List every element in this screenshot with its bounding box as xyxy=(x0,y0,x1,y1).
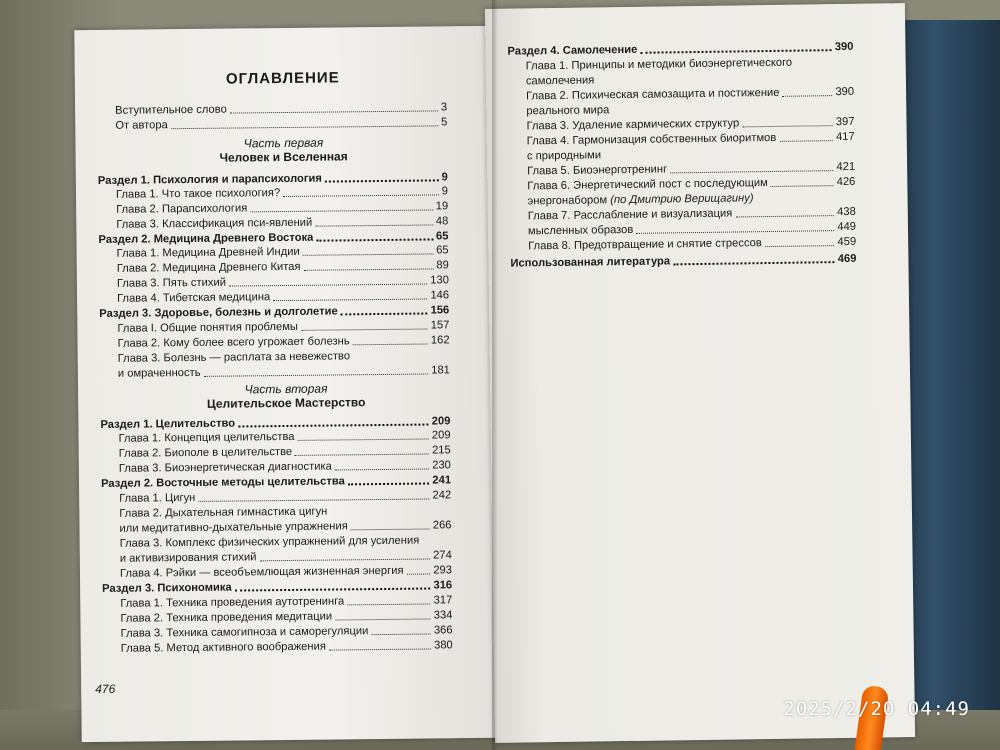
left-page xyxy=(74,26,497,742)
right-page xyxy=(485,3,915,743)
toc-entry: Глава 2. Техника проведения медитации 334 xyxy=(120,609,453,625)
toc-entry: Глава 8. Предотвращение и снятие стрессов 459 xyxy=(528,235,857,253)
photo-timestamp: 2025/2/20 04:49 xyxy=(783,698,970,720)
toc-section: Раздел 2. Восточные методы целительства 241 xyxy=(100,474,452,490)
part-heading: Часть вторая Целительское Мастерство xyxy=(206,381,366,411)
toc-entry: Глава 1. Техника проведения аутотренинга 317 xyxy=(120,594,453,610)
toc-entry: Глава 1. Цигун 242 xyxy=(119,489,452,505)
toc-entry: Глава 3. Классификация пси-явлений 48 xyxy=(116,215,449,231)
toc-entry: Глава 2. Биополе в целительстве 215 xyxy=(118,444,451,460)
toc-entry: Глава 3. Биоэнергетическая диагностика 230 xyxy=(118,459,451,475)
toc-entry: Глава 2. Кому более всего угрожает болезнь 162 xyxy=(117,334,450,350)
toc-entry: Глава 2. Медицина Древнего Китая 89 xyxy=(116,259,449,275)
toc-entry-cont: энергонабором (по Дмитрию Верищагину) xyxy=(527,192,754,208)
toc-entry: Вступительное слово 3 xyxy=(115,101,448,117)
toc-entry: Глава 5. Биоэнерготренинг 421 xyxy=(527,160,856,178)
toc-entry: Глава 3. Удаление кармических структур 397 xyxy=(526,115,855,133)
toc-entry: и омраченность 181 xyxy=(117,364,450,380)
toc-entry-cont: реального мира xyxy=(526,104,610,118)
toc-entry: и активизирования стихий 274 xyxy=(119,549,452,565)
toc-entry: Глава 4. Тибетская медицина 146 xyxy=(117,289,450,305)
toc-section: Раздел 1. Психология и парапсихология 9 xyxy=(97,171,448,187)
toc-entry-title: Глава 2. Дыхательная гимнастика цигун xyxy=(119,505,328,520)
toc-section: Раздел 2. Медицина Древнего Востока 65 xyxy=(98,230,449,246)
page-number: 476 xyxy=(95,681,116,697)
book-gutter-shadow xyxy=(492,0,498,750)
toc-entry: Глава 2. Психическая самозащита и постижение 390 xyxy=(526,85,855,103)
toc-title: ОГЛАВЛЕНИЕ xyxy=(225,69,340,88)
toc-entry: или медитативно-дыхательные упражнения 266 xyxy=(119,519,452,535)
toc-entry-title: Глава 3. Комплекс физических упражнений для усиления xyxy=(119,534,420,550)
toc-entry: Глава 1. Что такое психология? 9 xyxy=(115,185,449,201)
toc-entry: Глава 4. Рэйки — всеобъемлющая жизненная энергия 293 xyxy=(119,564,453,580)
toc-entry: Глава 2. Парапсихология 19 xyxy=(116,200,449,216)
toc-entry: Глава 3. Пять стихий 130 xyxy=(116,274,449,290)
toc-section: Использованная литература 469 xyxy=(510,252,857,270)
toc-entry: Глава 1. Медицина Древней Индии 65 xyxy=(116,244,449,260)
toc-entry: Глава 3. Техника самогипноза и саморегуляции 366 xyxy=(120,624,453,640)
toc-entry: Глава 5. Метод активного воображения 380 xyxy=(120,639,453,655)
toc-entry: Глава I. Общие понятия проблемы 157 xyxy=(117,319,450,335)
part-heading: Часть первая Человек и Вселенная xyxy=(219,135,348,165)
toc-entry: От автора 5 xyxy=(115,116,448,132)
toc-entry-title: Глава 3. Болезнь — расплата за невежество xyxy=(117,350,351,365)
toc-section: Раздел 4. Самолечение 390 xyxy=(507,40,854,58)
toc-entry: Глава 1. Принципы и методики биоэнергетического xyxy=(525,56,793,73)
toc-section: Раздел 3. Психономика 316 xyxy=(102,579,453,595)
toc-entry: Глава 7. Расслабление и визуализация 438 xyxy=(527,205,856,223)
toc-entry: Глава 1. Концепция целительства 209 xyxy=(118,429,451,445)
toc-entry: Глава 4. Гармонизация собственных биоритмов 417 xyxy=(526,130,855,148)
toc-entry-cont: самолечения xyxy=(525,74,595,88)
toc-section: Раздел 3. Здоровье, болезнь и долголетие 156 xyxy=(99,304,450,320)
toc-entry-cont: с природными xyxy=(526,149,602,163)
toc-entry: мысленных образов 449 xyxy=(527,220,857,238)
toc-entry: Глава 6. Энергетический пост с последующим 426 xyxy=(527,175,856,193)
toc-section: Раздел 1. Целительство 209 xyxy=(100,415,451,431)
